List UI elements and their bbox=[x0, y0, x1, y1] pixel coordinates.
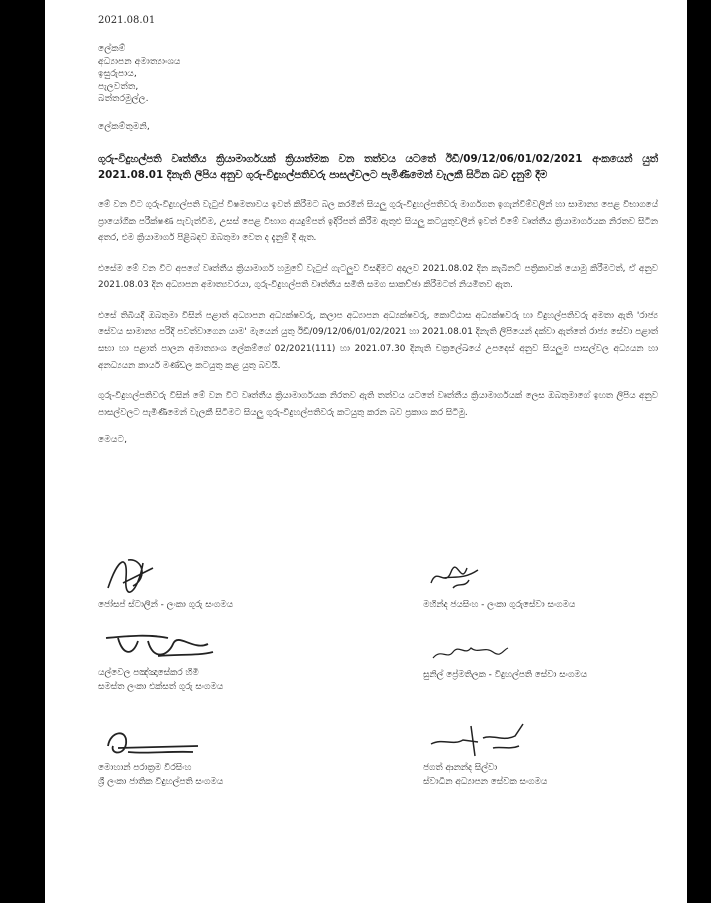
paragraph-3: එසේ තිබියදී ඔබතුමා විසින් පළාත් අධ්‍යාපන අධ්‍යක්ෂවරු, කලාප අධ්‍යාපන අධ්‍යක්ෂවරු, කොට්ඨාස අධ්‍යක්ෂවරු හා විදුහල්පතිවරු අමතා ඇති 'රාජ්‍ය සේවය සාමාන්‍ය පරිදි පවත්වාගෙන යාම' මැයෙන් යුතු ඊඩී/09/12/06/01/02/2021 හා 2021.08.01 දිනැති ලිපියෙන් දක්වා ඇත්තේ රාජ්‍ය සේවා පළාත් සභා හා පළාත් පාලන අමාත්‍යාංශ ලේකම්ගේ 02/2021(111) හා 2021.07.30 දිනැති චක්‍රලේඛයේ උපදෙස් අනුව සියලුම පාසල්වල අධ්‍යයන හා අනධ්‍යයන කාර්ය මණ්ඩල කටයුතු කළ යුතු බවයි. bbox=[98, 310, 658, 371]
handwritten-signature bbox=[98, 626, 218, 666]
signatory-organization: ශ්‍රී ලංකා ජාතික විදුහල්පති සංගමය bbox=[98, 777, 224, 787]
signatory-organization: ස්වාධීන අධ්‍යාපන සේවක සංගමය bbox=[423, 777, 548, 787]
letter-body bbox=[98, 14, 658, 447]
paragraph-2: එසේම මේ වන විට අපගේ වෘත්තීය ක්‍රියාමාර්ග හමුවේ වැටුප් ගැටලුව විසඳීමට අදාලව 2021.08.02 දින කැබිනට් පත්‍රිකාවක් යොමු කිරීමටත්, ඒ අනුව 2021.08.03 දින අධ්‍යාපන අමාත්‍යවරයා, ගුරු-විදුහල්පති වෘත්තීය සමිති සමග සාකච්ඡා කිරීමටත් නියමිතව ඇත. bbox=[98, 263, 658, 291]
letter-sheet bbox=[45, 0, 687, 903]
signatory-5 bbox=[98, 716, 368, 789]
signatory-1 bbox=[98, 548, 368, 612]
recipient-address bbox=[98, 43, 658, 106]
subject-heading: ගුරු-විදුහල්පති වෘත්තීය ක්‍රියාමාර්ගයක් ක්‍රියාත්මක වන තත්වය යටතේ ඊඩී/09/12/06/01/02/2021 අංකයෙන් යුත් 2021.08.01 දිනැති ලිපිය අනුව ගුරු-විදුහල්පතිවරු පාසල්වලට පැමිණීමෙන් වැලකී සිටින බව දැනුම් දීම bbox=[98, 152, 658, 181]
address-line: ලේකම් bbox=[98, 43, 126, 55]
signatory-name: යල්වෙල පඤ්ඤාසේකර හිමි bbox=[98, 668, 199, 678]
address-line: බත්තරමුල්ල. bbox=[98, 93, 149, 105]
signatory-4 bbox=[423, 638, 693, 682]
handwritten-signature bbox=[423, 638, 513, 668]
handwritten-signature bbox=[423, 558, 493, 598]
signatory-name: මහින්ද ජයසිංහ - ලංකා ගුරුසේවා සංගමය bbox=[423, 600, 576, 610]
address-line: පැලවත්ත, bbox=[98, 80, 139, 92]
signature-block bbox=[98, 548, 658, 808]
handwritten-signature bbox=[98, 716, 208, 761]
signatory-name: ජෝසප් ස්ටාලින් - ලංකා ගුරු සංගමය bbox=[98, 600, 233, 610]
salutation: ලේකම්තුමනි, bbox=[98, 120, 150, 132]
handwritten-signature bbox=[98, 548, 178, 598]
handwritten-signature bbox=[423, 716, 533, 761]
address-line: අධ්‍යාපන අමාත්‍යාංශය bbox=[98, 55, 181, 67]
paragraph-4: ගුරු-විදුහල්පතිවරු විසින් මේ වන විට වෘත්තීය ක්‍රියාමාර්ගයක නිරතව ඇති තත්වය යටතේ වෘත්තීය ක්‍රියාමාර්ගයක් ලෙස ඔබතුමාගේ ඉහත ලිපිය අනුව පාසල්වලට පැමිණීමෙන් වැලකී සිටීමට සියලු ගුරු-විදුහල්පතිවරු කටයුතු කරන බව ප්‍රකාශ කර සිටිමු. bbox=[98, 391, 658, 418]
closing: මෙයට, bbox=[98, 434, 127, 446]
signatory-3 bbox=[98, 626, 368, 694]
signatory-name: මොහාන් පරාක්‍රම වීරසිංහ bbox=[98, 763, 192, 773]
signatory-2 bbox=[423, 558, 693, 612]
letter-date: 2021.08.01 bbox=[98, 15, 156, 26]
address-line: ඉසුරුපාය, bbox=[98, 68, 137, 80]
signatory-organization: සමස්ත ලංකා එක්සත් ගුරු සංගමය bbox=[98, 682, 224, 692]
paragraph-1: මේ වන විට ගුරු-විදුහල්පති වැටුප් විෂමතාවය ඉවත් කිරීමට බල කරමින් සියලු ගුරු-විදුහල්පතිවරු මාර්ගගත ඉගැන්වීම්වලින් හා සාමාන්‍ය පෙළ විභාගයේ ප්‍රායෝගික පරීක්ෂණ පැවැත්වීම, උසස් පෙළ විභාග අයදුම්පත් ඉදිරිපත් කිරීම ඇතුළු සියලු කටයුතුවලින් ඉවත් වීමේ වෘත්තීය ක්‍රියාමාර්ගයක නිරතව සිටින අතර, එම ක්‍රියාමාර්ග පිළිබඳව ඔබතුමා වෙත ද දැනුම් දී ඇත. bbox=[98, 199, 658, 244]
left-black-bar bbox=[0, 0, 45, 903]
signatory-6 bbox=[423, 716, 693, 789]
signatory-name: ජගත් ආනන්ද සිල්වා bbox=[423, 763, 498, 773]
signatory-name: සුනිල් ප්‍රේමතිලක - විදුහල්පති සේවා සංගමය bbox=[423, 670, 588, 680]
